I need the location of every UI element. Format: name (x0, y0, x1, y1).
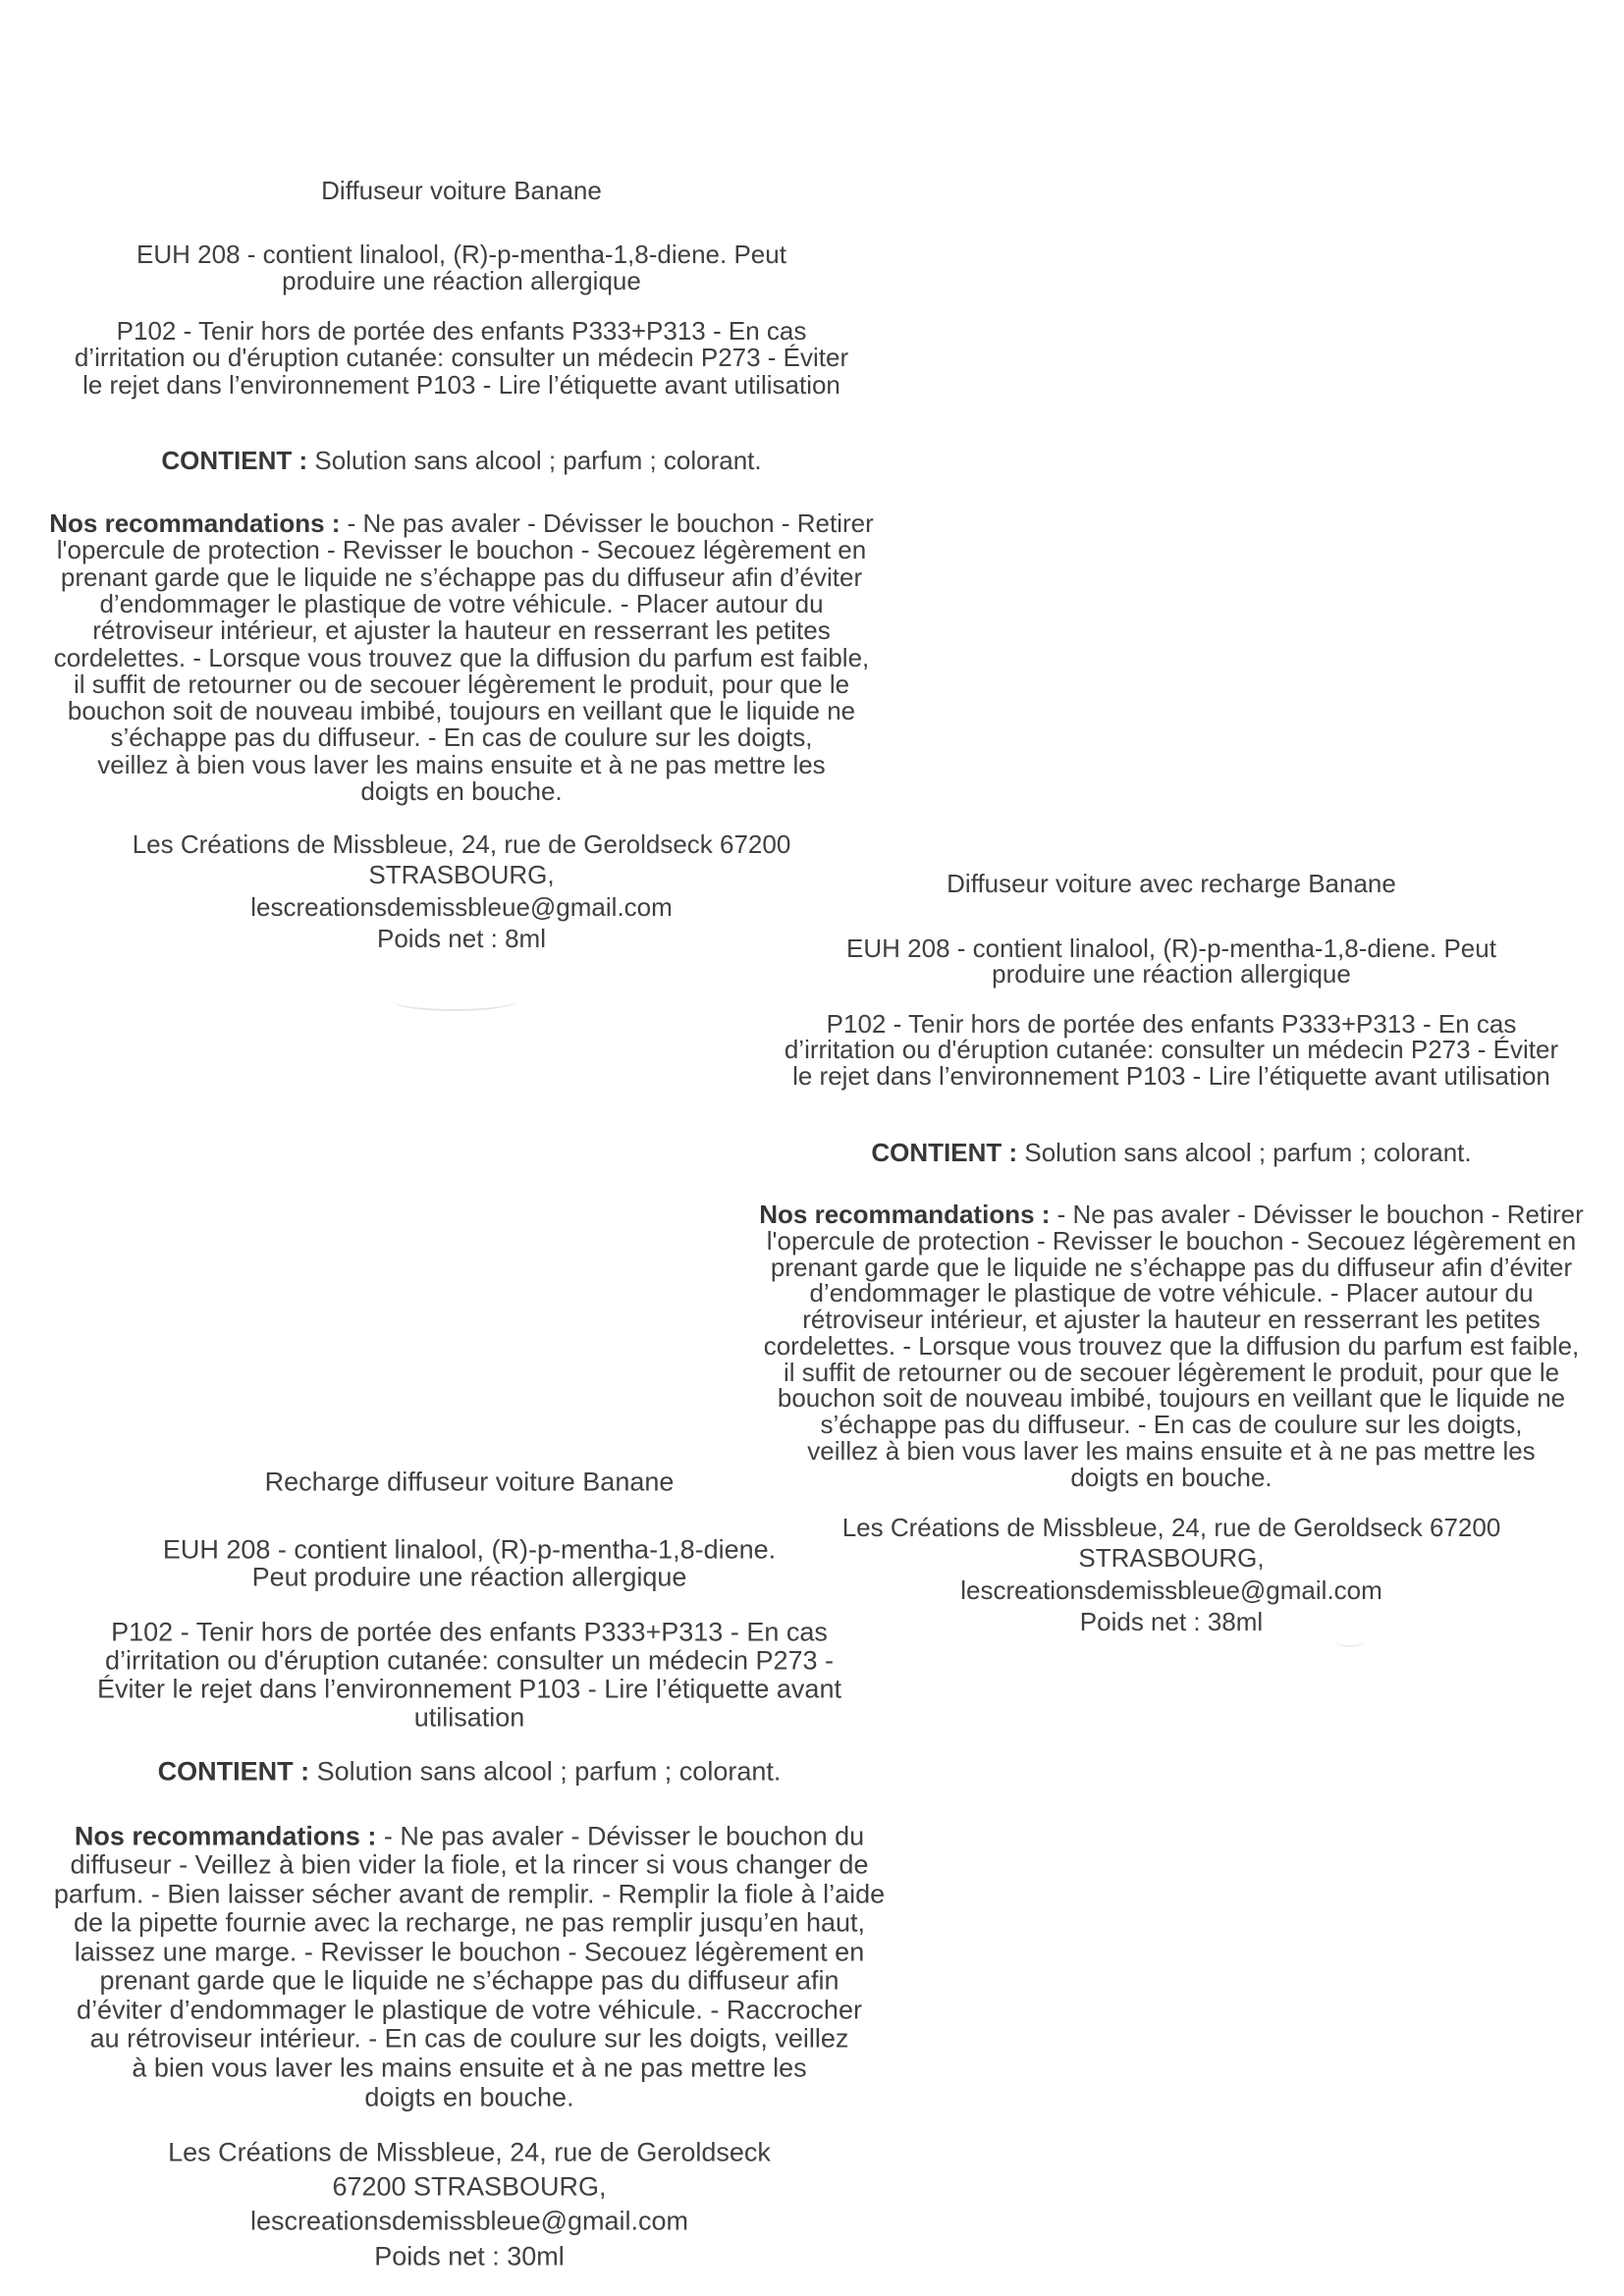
net-weight: Poids net : 30ml (374, 2241, 565, 2271)
label-title: Diffuseur voiture avec recharge Banane (947, 869, 1396, 898)
recommendation-line: laissez une marge. - Revisser le bouchon - Secouez légèrement en (74, 1937, 865, 1967)
label-title: Recharge diffuseur voiture Banane (264, 1467, 675, 1497)
recommendation-text: - Ne pas avaler - Dévisser le bouchon - Retirer (1050, 1200, 1584, 1229)
precaution-line: Éviter le rejet dans l’environnement P103 - Lire l’étiquette avant (97, 1674, 841, 1704)
precaution-line: d’irritation ou d'éruption cutanée: consulter un médecin P273 - Éviter (784, 1035, 1559, 1064)
recommendation-line: prenant garde que le liquide ne s’échappe pas du diffuseur afin (99, 1965, 839, 1996)
precaution-line: P102 - Tenir hors de portée des enfants P333+P313 - En cas (826, 1009, 1517, 1039)
recommendations-label: Nos recommandations : (74, 1821, 377, 1851)
precaution-line: le rejet dans l’environnement P103 - Lire l’étiquette avant utilisation (82, 370, 840, 400)
net-weight: Poids net : 38ml (1079, 1607, 1264, 1636)
hazard-statement-line: produire une réaction allergique (282, 266, 641, 295)
hazard-statement-line: EUH 208 - contient linalool, (R)-p-mentha-1,8-diene. Peut (136, 240, 786, 269)
contents-text: Solution sans alcool ; parfum ; colorant. (309, 1756, 782, 1787)
address-line: STRASBOURG, (368, 860, 555, 889)
label-title: Diffuseur voiture Banane (321, 176, 602, 205)
address-line: Les Créations de Missbleue, 24, rue de Geroldseck 67200 (841, 1513, 1501, 1542)
precaution-line: P102 - Tenir hors de portée des enfants P333+P313 - En cas (111, 1617, 828, 1647)
label-edge-arc (393, 991, 515, 1011)
recommendation-line: doigts en bouche. (364, 2082, 574, 2112)
hazard-statement-line: produire une réaction allergique (992, 959, 1351, 988)
recommendation-line: d’éviter d’endommager le plastique de votre véhicule. - Raccrocher (77, 1995, 862, 2025)
recommendation-line: s’échappe pas du diffuseur. - En cas de coulure sur les doigts, (110, 722, 813, 752)
recommendation-line: veillez à bien vous laver les mains ensuite et à ne pas mettre les (97, 750, 826, 779)
precaution-line: d’irritation ou d'éruption cutanée: consulter un médecin P273 - (104, 1645, 835, 1676)
recommendation-line: d’endommager le plastique de votre véhicule. - Placer autour du (809, 1278, 1534, 1308)
contents-label: CONTIENT : (871, 1138, 1018, 1167)
email-line: lescreationsdemissbleue@gmail.com (249, 2206, 689, 2236)
recommendation-line: l'opercule de protection - Revisser le bouchon - Secouez légèrement en (56, 535, 867, 564)
recommendation-line: s’échappe pas du diffuseur. - En cas de coulure sur les doigts, (820, 1410, 1523, 1439)
recommendations-label: Nos recommandations : (759, 1200, 1051, 1229)
recommendation-line: bouchon soit de nouveau imbibé, toujours en veillant que le liquide ne (777, 1383, 1566, 1413)
recommendation-line: cordelettes. - Lorsque vous trouvez que la diffusion du parfum est faible, (763, 1331, 1580, 1361)
address-line: Les Créations de Missbleue, 24, rue de Geroldseck 67200 (132, 829, 791, 859)
recommendation-line: diffuseur - Veillez à bien vider la fiole, et la rincer si vous changer de (70, 1849, 869, 1880)
recommendation-line: doigts en bouche. (360, 776, 563, 806)
label-edge-arc (1335, 1635, 1365, 1647)
precaution-line: P102 - Tenir hors de portée des enfants P333+P313 - En cas (116, 316, 807, 346)
recommendation-line: à bien vous laver les mains ensuite et à ne pas mettre les (132, 2053, 807, 2083)
recommendation-line: rétroviseur intérieur, et ajuster la hauteur en resserrant les petites (802, 1305, 1541, 1334)
address-line: Les Créations de Missbleue, 24, rue de Geroldseck (168, 2137, 771, 2167)
precaution-line: utilisation (413, 1702, 525, 1733)
recommendation-line: doigts en bouche. (1070, 1463, 1272, 1492)
recommendation-line: prenant garde que le liquide ne s’échappe pas du diffuseur afin d’éviter (770, 1253, 1573, 1282)
contents-text: Solution sans alcool ; parfum ; colorant. (1017, 1138, 1472, 1167)
hazard-statement-line: EUH 208 - contient linalool, (R)-p-mentha-1,8-diene. (162, 1534, 777, 1565)
recommendation-line: au rétroviseur intérieur. - En cas de coulure sur les doigts, veillez (89, 2023, 849, 2054)
recommendation-line: il suffit de retourner ou de secouer légèrement le produit, pour que le (73, 669, 850, 699)
contents-label: CONTIENT : (157, 1756, 310, 1787)
address-line: STRASBOURG, (1078, 1543, 1265, 1573)
contents-line (157, 1756, 782, 1787)
recommendation-line: l'opercule de protection - Revisser le bouchon - Secouez légèrement en (766, 1226, 1577, 1255)
recommendation-line: il suffit de retourner ou de secouer légèrement le produit, pour que le (783, 1358, 1560, 1387)
recommendation-line: parfum. - Bien laisser sécher avant de remplir. - Remplir la fiole à l’aide (53, 1879, 886, 1909)
contents-label: CONTIENT : (161, 446, 308, 475)
recommendation-line: veillez à bien vous laver les mains ensuite et à ne pas mettre les (807, 1436, 1536, 1466)
precaution-line: le rejet dans l’environnement P103 - Lire l’étiquette avant utilisation (792, 1061, 1550, 1091)
recommendation-line: bouchon soit de nouveau imbibé, toujours en veillant que le liquide ne (67, 696, 856, 725)
recommendation-line: d’endommager le plastique de votre véhicule. - Placer autour du (99, 589, 824, 618)
email-line: lescreationsdemissbleue@gmail.com (250, 892, 673, 922)
recommendation-line: de la pipette fournie avec la recharge, ne pas remplir jusqu’en haut, (74, 1907, 865, 1938)
recommendation-text: - Ne pas avaler - Dévisser le bouchon du (376, 1821, 865, 1851)
precaution-line: d’irritation ou d'éruption cutanée: consulter un médecin P273 - Éviter (74, 343, 849, 372)
address-line: 67200 STRASBOURG, (332, 2171, 607, 2202)
net-weight: Poids net : 8ml (377, 924, 546, 953)
email-line: lescreationsdemissbleue@gmail.com (960, 1575, 1382, 1605)
hazard-statement-line: Peut produire une réaction allergique (251, 1562, 687, 1592)
recommendation-line: prenant garde que le liquide ne s’échappe pas du diffuseur afin d’éviter (60, 562, 863, 592)
recommendation-line: rétroviseur intérieur, et ajuster la hauteur en resserrant les petites (92, 615, 831, 645)
recommendations-label: Nos recommandations : (49, 508, 341, 538)
recommendation-line (74, 1821, 865, 1851)
recommendation-text: - Ne pas avaler - Dévisser le bouchon - Retirer (340, 508, 874, 538)
contents-text: Solution sans alcool ; parfum ; colorant. (307, 446, 762, 475)
recommendation-line: cordelettes. - Lorsque vous trouvez que la diffusion du parfum est faible, (53, 643, 870, 672)
hazard-statement-line: EUH 208 - contient linalool, (R)-p-mentha-1,8-diene. Peut (846, 934, 1496, 963)
